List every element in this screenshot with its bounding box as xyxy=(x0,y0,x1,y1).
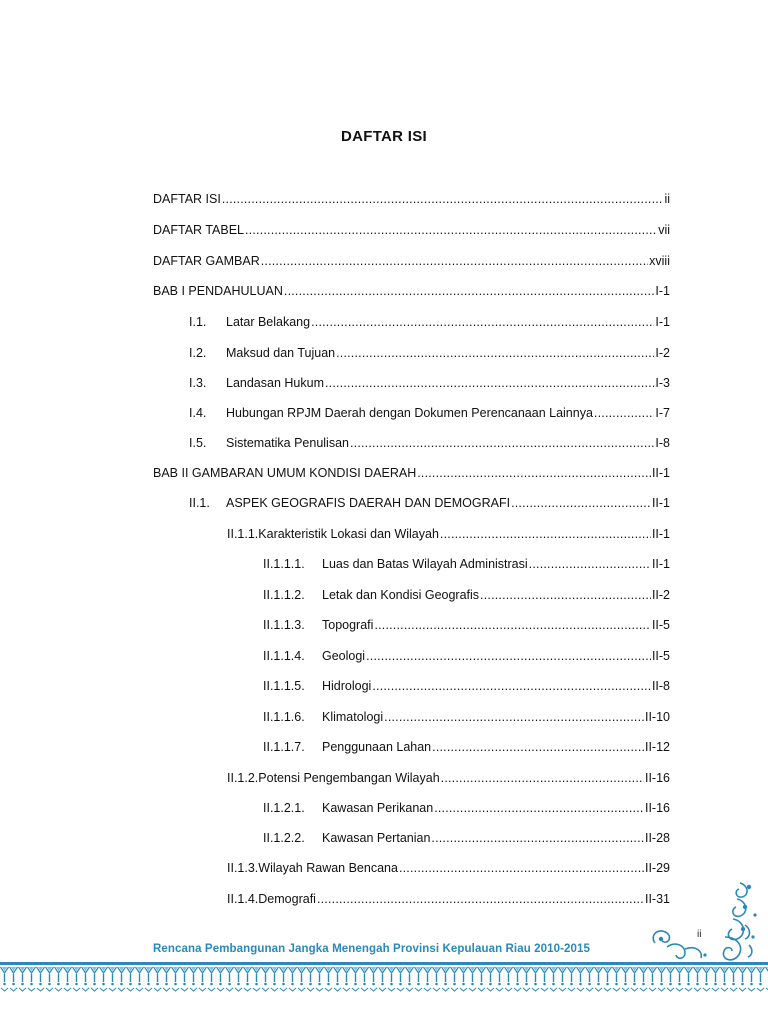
toc-entry[interactable] xyxy=(153,254,670,274)
toc-entry-label: Potensi Pengembangan Wilayah xyxy=(258,771,440,785)
toc-entry-number: II.1.1. xyxy=(227,527,259,541)
dot-leader xyxy=(261,254,648,268)
toc-entry-page: ii xyxy=(664,192,670,206)
dot-leader xyxy=(399,861,644,875)
toc-entry-page: II-16 xyxy=(644,801,670,815)
dot-leader xyxy=(222,192,664,206)
toc-entry[interactable] xyxy=(153,284,670,304)
toc-entry-page: II-5 xyxy=(651,649,670,663)
toc-entry[interactable] xyxy=(189,346,670,366)
dot-leader xyxy=(384,710,644,724)
dot-leader xyxy=(441,771,644,785)
toc-entry[interactable] xyxy=(189,496,670,516)
toc-entry-page: II-1 xyxy=(651,496,670,510)
toc-entry-number: II.1.1.1. xyxy=(263,557,305,571)
toc-entry-number: I.1. xyxy=(189,315,207,329)
dot-leader xyxy=(317,892,644,906)
toc-entry-label: Topografi xyxy=(322,618,374,632)
toc-entry-page: II-8 xyxy=(651,679,670,693)
toc-entry-page: II-12 xyxy=(644,740,670,754)
dot-leader xyxy=(432,740,644,754)
toc-entry-page: II-16 xyxy=(644,771,670,785)
toc-entry-page: II-1 xyxy=(651,527,670,541)
toc-entry-label: Geologi xyxy=(322,649,366,663)
toc-entry-number: II.1.1.2. xyxy=(263,588,305,602)
toc-entry[interactable] xyxy=(263,557,670,577)
dot-leader xyxy=(350,436,654,450)
toc-entry-number: I.2. xyxy=(189,346,207,360)
toc-entry[interactable] xyxy=(263,740,670,760)
toc-entry-page: II-10 xyxy=(644,710,670,724)
toc-entry-label: Landasan Hukum xyxy=(226,376,324,390)
page-number: ii xyxy=(697,929,702,940)
dot-leader xyxy=(511,496,651,510)
toc-entry-page: II-31 xyxy=(644,892,670,906)
toc-entry-number: II.1.1.3. xyxy=(263,618,305,632)
toc-entry[interactable] xyxy=(263,649,670,669)
toc-entry[interactable] xyxy=(153,223,670,243)
toc-entry-number: II.1.1.7. xyxy=(263,740,305,754)
page-title: DAFTAR ISI xyxy=(340,128,428,145)
toc-entry[interactable] xyxy=(263,618,670,638)
toc-entry-number: II.1.3. xyxy=(227,861,259,875)
toc-entry-number: II.1.1.4. xyxy=(263,649,305,663)
dot-leader xyxy=(284,284,655,298)
dot-leader xyxy=(417,466,651,480)
toc-entry[interactable] xyxy=(189,376,670,396)
toc-entry-page: I-1 xyxy=(655,315,670,329)
toc-entry[interactable] xyxy=(263,588,670,608)
toc-entry-page: I-8 xyxy=(655,436,670,450)
dot-leader xyxy=(434,801,644,815)
toc-entry-number: II.1.2.2. xyxy=(263,831,305,845)
toc-entry-page: I-1 xyxy=(655,284,670,298)
toc-entry-number: II.1.2. xyxy=(227,771,259,785)
toc-entry-label: Demografi xyxy=(258,892,316,906)
dot-leader xyxy=(366,649,651,663)
toc-entry[interactable] xyxy=(263,831,670,851)
toc-entry[interactable] xyxy=(227,892,670,912)
toc-entry[interactable] xyxy=(189,315,670,335)
toc-entry[interactable] xyxy=(189,436,670,456)
toc-entry-number: I.4. xyxy=(189,406,207,420)
toc-entry-label: Kawasan Perikanan xyxy=(322,801,434,815)
toc-entry[interactable] xyxy=(227,771,670,791)
toc-entry-page: II-29 xyxy=(644,861,670,875)
toc-entry[interactable] xyxy=(227,861,670,881)
dot-leader xyxy=(440,527,651,541)
toc-entry-label: Wilayah Rawan Bencana xyxy=(258,861,398,875)
toc-entry-page: II-28 xyxy=(644,831,670,845)
toc-entry-page: II-1 xyxy=(651,557,670,571)
toc-entry-label: DAFTAR TABEL xyxy=(153,223,244,237)
toc-entry-label: Hidrologi xyxy=(322,679,372,693)
toc-entry[interactable] xyxy=(189,406,670,426)
toc-entry-label: Kawasan Pertanian xyxy=(322,831,431,845)
toc-entry-page: vii xyxy=(658,223,670,237)
dot-leader xyxy=(480,588,651,602)
toc-entry-page: I-7 xyxy=(655,406,670,420)
dot-leader xyxy=(529,557,651,571)
toc-entry[interactable] xyxy=(263,801,670,821)
toc-entry-number: II.1. xyxy=(189,496,210,510)
dot-leader xyxy=(594,406,654,420)
toc-entry-label: BAB II GAMBARAN UMUM KONDISI DAERAH xyxy=(153,466,417,480)
toc-entry-label: DAFTAR ISI xyxy=(153,192,221,206)
dot-leader xyxy=(431,831,644,845)
dot-leader xyxy=(336,346,654,360)
toc-entry-label: Luas dan Batas Wilayah Administrasi xyxy=(322,557,528,571)
toc-entry-page: I-3 xyxy=(655,376,670,390)
toc-entry-label: Klimatologi xyxy=(322,710,384,724)
toc-entry-number: II.1.1.5. xyxy=(263,679,305,693)
dot-leader xyxy=(372,679,651,693)
toc-entry-label: Hubungan RPJM Daerah dengan Dokumen Perencanaan Lainnya xyxy=(226,406,593,420)
dot-leader xyxy=(374,618,651,632)
toc-entry-number: II.1.1.6. xyxy=(263,710,305,724)
toc-entry[interactable] xyxy=(153,192,670,212)
decorative-border-icon xyxy=(0,962,768,992)
toc-entry-number: II.1.4. xyxy=(227,892,259,906)
toc-entry[interactable] xyxy=(263,710,670,730)
toc-entry-page: II-5 xyxy=(651,618,670,632)
toc-entry-page: I-2 xyxy=(655,346,670,360)
toc-entry[interactable] xyxy=(263,679,670,699)
toc-entry-page: II-1 xyxy=(651,466,670,480)
dot-leader xyxy=(325,376,654,390)
footer-title: Rencana Pembangunan Jangka Menengah Provinsi Kepulauan Riau 2010-2015 xyxy=(153,943,591,955)
decorative-ornament-icon xyxy=(645,875,760,970)
toc-entry-label: Karakteristik Lokasi dan Wilayah xyxy=(258,527,439,541)
toc-entry-page: II-2 xyxy=(651,588,670,602)
toc-entry[interactable] xyxy=(227,527,670,547)
toc-entry-number: I.3. xyxy=(189,376,207,390)
toc-entry-label: Sistematika Penulisan xyxy=(226,436,349,450)
toc-entry-label: Letak dan Kondisi Geografis xyxy=(322,588,480,602)
toc-entry-label: DAFTAR GAMBAR xyxy=(153,254,260,268)
toc-entry-page: xviii xyxy=(649,254,670,268)
toc-entry-label: Latar Belakang xyxy=(226,315,311,329)
toc-entry-number: II.1.2.1. xyxy=(263,801,305,815)
toc-entry-label: Maksud dan Tujuan xyxy=(226,346,336,360)
dot-leader xyxy=(311,315,654,329)
dot-leader xyxy=(245,223,657,237)
toc-entry-label: BAB I PENDAHULUAN xyxy=(153,284,283,298)
toc-entry-label: Penggunaan Lahan xyxy=(322,740,432,754)
toc-entry-label: ASPEK GEOGRAFIS DAERAH DAN DEMOGRAFI xyxy=(226,496,511,510)
toc-entry[interactable] xyxy=(153,466,670,486)
toc-entry-number: I.5. xyxy=(189,436,207,450)
